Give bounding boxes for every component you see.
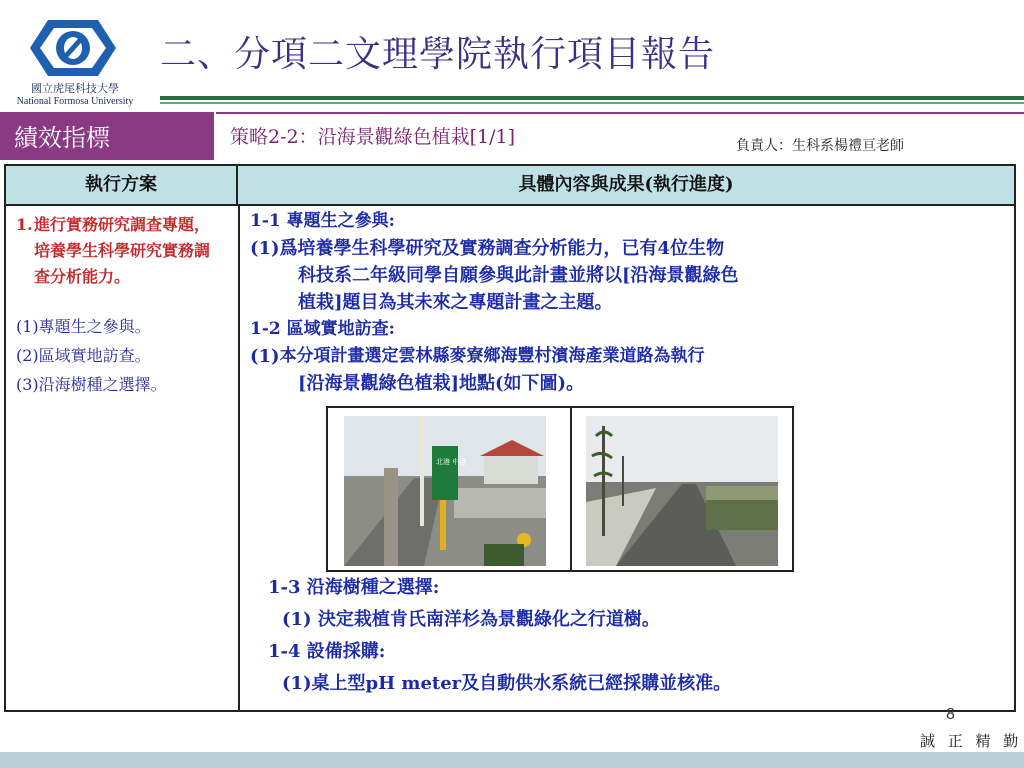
section-heading: 1-3 沿海樹種之選擇:	[268, 577, 440, 598]
school-motto: 誠 正 精 勤	[920, 732, 1023, 750]
paragraph-line: [沿海景觀綠色植栽]地點(如下圖)。	[298, 373, 585, 394]
university-name-en: National Formosa University	[16, 96, 134, 107]
university-name-zh: 國立虎尾科技大學	[31, 82, 119, 95]
plan-cell	[16, 212, 236, 399]
responsible-person: 負責人：生科系楊禮亘老師	[736, 138, 904, 154]
plan-sub-item: (2)區域實地訪查。	[16, 346, 151, 365]
paragraph	[250, 235, 1010, 262]
page-number: 8	[946, 706, 955, 723]
paragraph: (1) 決定栽植肯氏南洋杉為景觀綠化之行道樹。	[282, 609, 660, 630]
plan-sub-item: (3)沿海樹種之選擇。	[16, 375, 167, 394]
header-content: 具體內容與成果(執行進度)	[518, 174, 734, 195]
header-rule	[160, 96, 1024, 100]
paragraph-line: 植栽]題目為其未來之專題計畫之主題。	[298, 292, 613, 313]
column-divider	[238, 206, 240, 710]
content-cell	[250, 208, 1010, 397]
university-logo	[28, 18, 118, 78]
kpi-banner	[0, 112, 214, 160]
section-heading: 1-4 設備採購:	[268, 641, 386, 662]
table-header-row	[6, 166, 1014, 206]
plan-sub-item: (1)專題生之參與。	[16, 317, 151, 336]
paragraph-line: 本分項計畫選定雲林縣麥寮鄉海豐村濱海產業道路為執行	[279, 346, 705, 366]
photo-divider	[570, 408, 572, 570]
plan-sub-list	[16, 312, 236, 399]
plan-item-text: 進行實務研究調查專題，培養學生科學研究實務調查分析能力。	[34, 215, 211, 286]
header-rule-thin	[160, 102, 1024, 104]
page-title: 二、分項二文理學院執行項目報告	[160, 34, 716, 75]
road-photo-2	[586, 416, 778, 566]
strategy-title: 策略2-2：沿海景觀綠色植栽[1/1]	[230, 126, 516, 148]
plan-item-number: 1.	[16, 215, 33, 234]
header-plan: 執行方案	[6, 166, 238, 204]
footer-band	[0, 752, 1024, 768]
lower-content	[268, 572, 731, 700]
paragraph	[250, 343, 1010, 370]
section-heading: 1-2 區域實地訪查:	[250, 319, 395, 339]
plan-item-1	[16, 212, 236, 290]
kpi-label: 績效指標	[14, 124, 110, 152]
paragraph-line: 科技系二年級同學自願參與此計畫並將以[沿海景觀綠色	[298, 265, 739, 286]
paragraph-line: 爲培養學生科學研究及實務調查分析能力，已有4位生物	[279, 238, 725, 259]
paragraph-label: (1)	[250, 346, 280, 367]
paragraph: (1)桌上型pH meter及自動供水系統已經採購並核准。	[282, 673, 732, 694]
paragraph-label: (1)	[250, 238, 280, 259]
site-photos	[326, 406, 794, 572]
road-sign-text: 北港 中港	[436, 458, 467, 466]
section-heading: 1-1 專題生之參與:	[250, 211, 395, 231]
road-photo-1	[344, 416, 546, 566]
